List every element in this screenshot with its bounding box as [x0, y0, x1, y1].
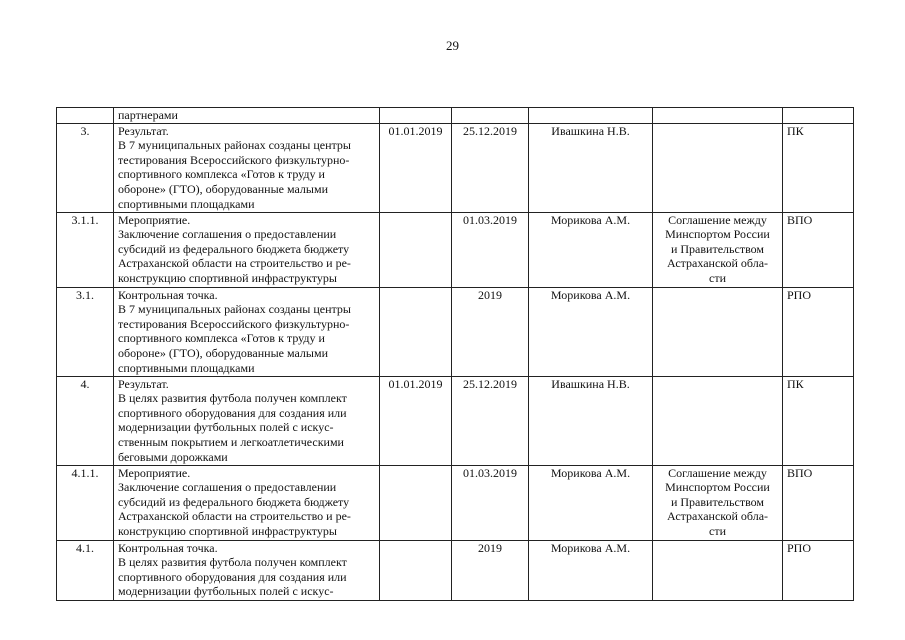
end-date — [452, 108, 529, 124]
row-number: 4.1. — [57, 540, 114, 600]
description-line: Контрольная точка. — [118, 287, 218, 302]
description-line: Астраханской области на строительство и ре- — [118, 256, 351, 271]
description-line: субсидий из федерального бюджета бюджету — [118, 494, 350, 509]
control-kind: ВПО — [783, 465, 854, 540]
responsible-person: Морикова А.М. — [529, 212, 653, 287]
end-date: 25.12.2019 — [452, 376, 529, 465]
description-line: Астраханской области на строительство и ре- — [118, 509, 351, 524]
description-line: субсидий из федерального бюджета бюджету — [118, 241, 350, 256]
document-type — [653, 123, 783, 212]
description-line: тестирования Всероссийского физкультурно- — [118, 316, 350, 331]
document-line: сти — [709, 523, 726, 538]
end-date: 2019 — [452, 540, 529, 600]
document-line: и Правительством — [670, 241, 765, 256]
description-line: конструкцию спортивной инфраструктуры — [118, 270, 337, 285]
responsible-person: Морикова А.М. — [529, 287, 653, 376]
document-line: Соглашение между — [668, 465, 767, 480]
responsible-person: Морикова А.М. — [529, 540, 653, 600]
page-number: 29 — [446, 38, 459, 53]
row-number: 3.1.1. — [57, 212, 114, 287]
document-line: Минспортом России — [665, 480, 770, 495]
document-type — [653, 287, 783, 376]
plan-table — [56, 107, 854, 601]
description-line: спортивного комплекса «Готов к труду и — [118, 331, 325, 346]
row-description — [114, 212, 380, 287]
start-date — [380, 287, 452, 376]
description-line: спортивного комплекса «Готов к труду и — [118, 167, 325, 182]
description-line: обороне» (ГТО), оборудованные малыми — [118, 345, 328, 360]
start-date: 01.01.2019 — [380, 123, 452, 212]
row-description — [114, 287, 380, 376]
description-line: партнерами — [118, 108, 178, 122]
end-date: 2019 — [452, 287, 529, 376]
description-line: модернизации футбольных полей с искус- — [118, 420, 334, 435]
control-kind: ПК — [783, 123, 854, 212]
table-row — [57, 287, 854, 376]
description-line: конструкцию спортивной инфраструктуры — [118, 523, 337, 538]
control-kind — [783, 108, 854, 124]
description-line: Мероприятие. — [118, 212, 191, 227]
description-line: ственным покрытием и легкоатлетическими — [118, 434, 344, 449]
description-line: Мероприятие. — [118, 465, 191, 480]
document-line: Астраханской обла- — [666, 509, 769, 524]
table-row — [57, 465, 854, 540]
control-kind: ПК — [783, 376, 854, 465]
description-line: В 7 муниципальных районах созданы центры — [118, 302, 351, 317]
start-date — [380, 212, 452, 287]
document-type — [653, 540, 783, 600]
document-line: и Правительством — [670, 494, 765, 509]
table-row — [57, 123, 854, 212]
table-row — [57, 212, 854, 287]
end-date: 01.03.2019 — [452, 465, 529, 540]
row-description — [114, 376, 380, 465]
row-description — [114, 465, 380, 540]
start-date: 01.01.2019 — [380, 376, 452, 465]
row-number: 4.1.1. — [57, 465, 114, 540]
end-date: 25.12.2019 — [452, 123, 529, 212]
document-type — [653, 212, 783, 287]
description-line: спортивными площадками — [118, 360, 255, 375]
control-kind: РПО — [783, 287, 854, 376]
description-line: В целях развития футбола получен комплект — [118, 391, 347, 406]
control-kind: РПО — [783, 540, 854, 600]
document-type — [653, 465, 783, 540]
description-line: Результат. — [118, 123, 169, 138]
row-description — [114, 108, 380, 124]
responsible-person: Морикова А.М. — [529, 465, 653, 540]
description-line: В целях развития футбола получен комплект — [118, 555, 347, 570]
start-date — [380, 108, 452, 124]
document-line: Минспортом России — [665, 227, 770, 242]
document-type — [653, 108, 783, 124]
row-number — [57, 108, 114, 124]
table-row — [57, 108, 854, 124]
control-kind: ВПО — [783, 212, 854, 287]
description-line: беговыми дорожками — [118, 449, 228, 464]
description-line: спортивными площадками — [118, 196, 255, 211]
description-line: тестирования Всероссийского физкультурно- — [118, 152, 350, 167]
table-row — [57, 540, 854, 600]
document-line: Астраханской обла- — [666, 256, 769, 271]
plan-table-body — [57, 108, 854, 601]
document-line: Соглашение между — [668, 212, 767, 227]
row-number: 3. — [57, 123, 114, 212]
description-line: Заключение соглашения о предоставлении — [118, 480, 337, 495]
document-line: сти — [709, 270, 726, 285]
description-line: спортивного оборудования для создания или — [118, 569, 347, 584]
row-description — [114, 540, 380, 600]
row-description — [114, 123, 380, 212]
responsible-person: Ивашкина Н.В. — [529, 123, 653, 212]
document-type — [653, 376, 783, 465]
start-date — [380, 465, 452, 540]
description-line: В 7 муниципальных районах созданы центры — [118, 138, 351, 153]
description-line: спортивного оборудования для создания или — [118, 405, 347, 420]
description-line: модернизации футбольных полей с искус- — [118, 584, 334, 599]
description-line: Заключение соглашения о предоставлении — [118, 227, 337, 242]
responsible-person: Ивашкина Н.В. — [529, 376, 653, 465]
description-line: Контрольная точка. — [118, 540, 218, 555]
end-date: 01.03.2019 — [452, 212, 529, 287]
row-number: 3.1. — [57, 287, 114, 376]
description-line: Результат. — [118, 376, 169, 391]
description-line: обороне» (ГТО), оборудованные малыми — [118, 181, 328, 196]
table-row — [57, 376, 854, 465]
start-date — [380, 540, 452, 600]
responsible-person — [529, 108, 653, 124]
row-number: 4. — [57, 376, 114, 465]
